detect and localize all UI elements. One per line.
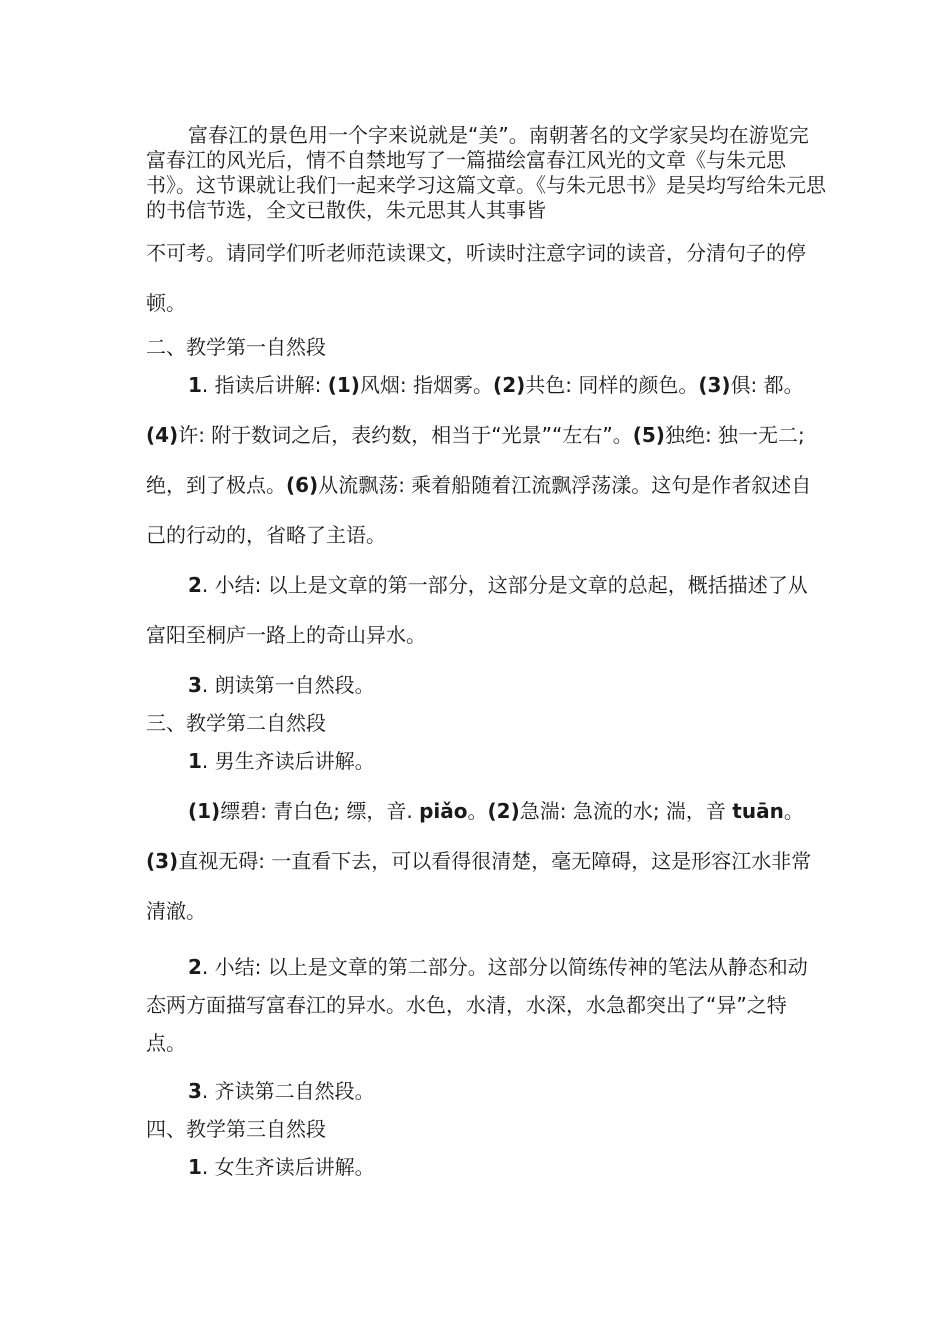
- section3-notes: [146, 786, 826, 936]
- item-number: 2: [188, 573, 202, 597]
- note-text: 急湍: 急流的水; 湍，音: [519, 799, 733, 823]
- item-text: . 指读后讲解:: [201, 373, 328, 397]
- note-number: (2): [493, 373, 526, 397]
- section-heading-3: 三、教学第二自然段: [146, 711, 326, 735]
- item-text: . 男生齐读后讲解。: [201, 749, 375, 773]
- item-number: 3: [188, 1079, 202, 1103]
- item-number: 3: [188, 673, 202, 697]
- note-text: 独绝: 独一无二; 绝，到了极点。: [146, 423, 805, 497]
- note-text: 直视无碍: 一直看下去，可以看得很清楚，毫无障碍，这是形容江水非常清澈。: [146, 849, 812, 923]
- note-number: (5): [632, 423, 665, 447]
- item-text: . 小结: 以上是文章的第二部分。这部分以简练传神的笔法从静态和动态两方面描写富春江的异水。水色，水清，水深，水急都突出了“异”之特点。: [146, 955, 808, 1055]
- pinyin: piǎo: [419, 799, 468, 823]
- section2-item3: [146, 660, 826, 710]
- punctuation: 。: [467, 799, 488, 823]
- item-text: . 朗读第一自然段。: [201, 673, 375, 697]
- note-text: 许: 附于数词之后，表约数，相当于“光景”“左右”。: [178, 423, 633, 447]
- intro-paragraph-continued: [146, 228, 826, 328]
- item-number: 1: [188, 749, 202, 773]
- item-number: 2: [188, 955, 202, 979]
- item-number: 1: [188, 1155, 202, 1179]
- intro-text-tight: 富春江的景色用一个字来说就是“美”。南朝著名的文学家吴均在游览完富春江的风光后，情不自禁地写了一篇描绘富春江风光的文章《与朱元思书》。这节课就让我们一起来学习这篇文章。《与朱元思书》是吴均写给朱元思的书信节选，全文已散佚，朱元思其人其事皆: [146, 123, 826, 222]
- punctuation: 。: [783, 799, 804, 823]
- note-text: 风烟: 指烟雾。: [359, 373, 494, 397]
- intro-text-wide: 不可考。请同学们听老师范读课文，听读时注意字词的读音，分清句子的停顿。: [146, 241, 806, 315]
- note-number: (6): [286, 473, 319, 497]
- item-text: . 女生齐读后讲解。: [201, 1155, 375, 1179]
- intro-paragraph: [146, 123, 826, 223]
- section-heading-2: 二、教学第一自然段: [146, 335, 326, 359]
- section2-item2: [146, 560, 826, 660]
- section-heading-4: 四、教学第三自然段: [146, 1117, 326, 1141]
- section2-item1: [146, 360, 826, 560]
- item-text: . 小结: 以上是文章的第一部分，这部分是文章的总起，概括描述了从富阳至桐庐一路上的奇山异水。: [146, 573, 808, 647]
- note-text: 共色: 同样的颜色。: [525, 373, 699, 397]
- note-text: 缥碧: 青白色; 缥，音.: [220, 799, 420, 823]
- pinyin: tuān: [732, 799, 784, 823]
- item-number: 1: [188, 373, 202, 397]
- document-body: [146, 123, 826, 1186]
- item-text: . 齐读第二自然段。: [201, 1079, 375, 1103]
- note-number: (3): [146, 849, 179, 873]
- section3-item2: [146, 948, 826, 1062]
- note-number: (3): [698, 373, 731, 397]
- note-number: (1): [188, 799, 221, 823]
- note-text: 俱: 都。: [730, 373, 804, 397]
- note-number: (1): [327, 373, 360, 397]
- section3-item3: [146, 1072, 826, 1110]
- section3-item1: [146, 742, 826, 780]
- section4-item1: [146, 1148, 826, 1186]
- note-text: 从流飘荡: 乘着船随着江流飘浮荡漾。这句是作者叙述自己的行动的，省略了主语。: [146, 473, 812, 547]
- note-number: (2): [487, 799, 520, 823]
- note-number: (4): [146, 423, 179, 447]
